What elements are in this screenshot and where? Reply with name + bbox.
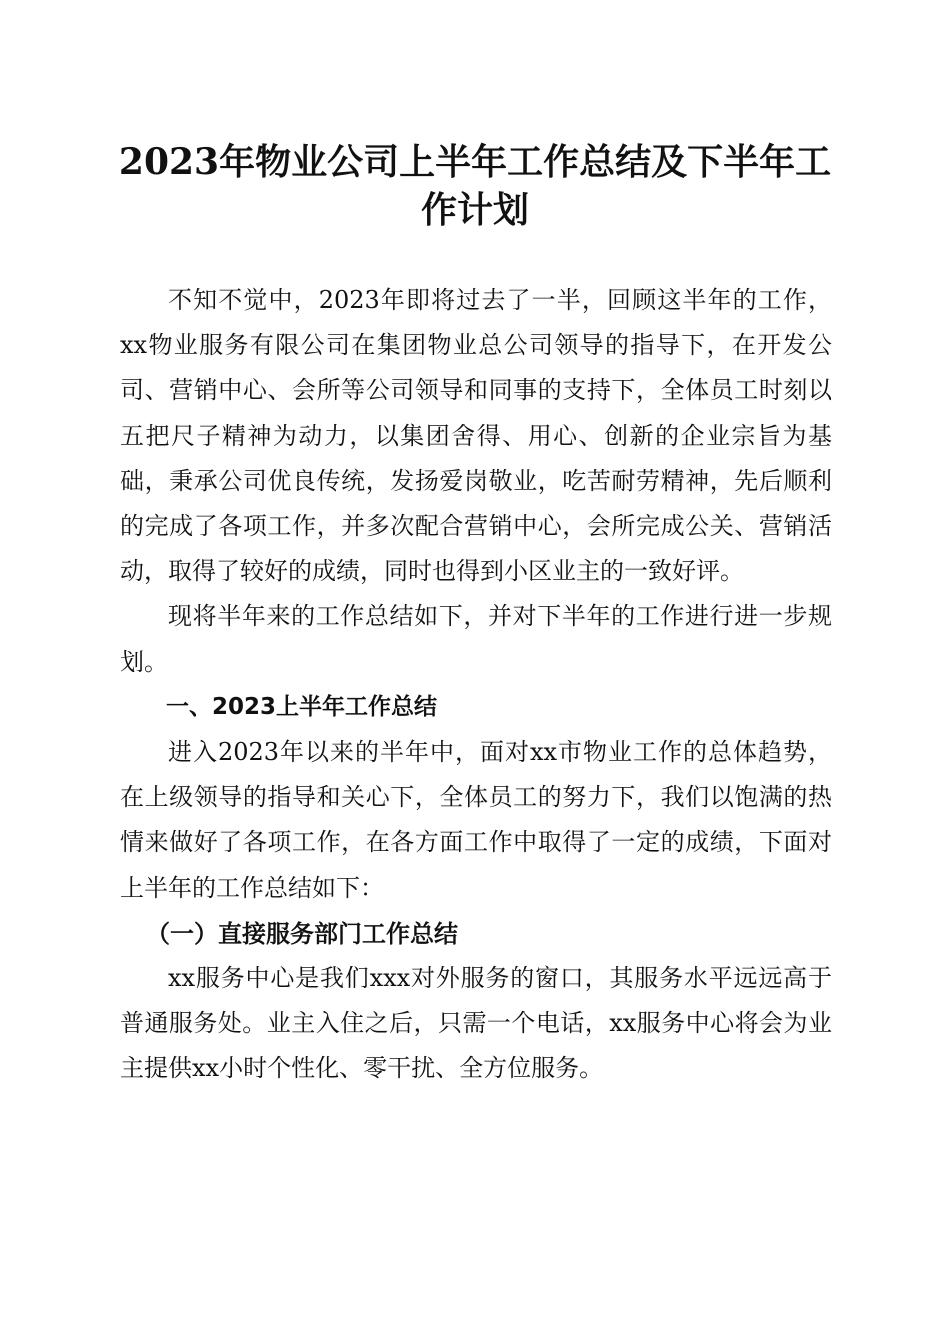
title-line-2: 作计划 [420,189,529,231]
intro-paragraph: 不知不觉中，2023年即将过去了一半，回顾这半年的工作，xx物业服务有限公司在集团物业总公司领导的指导下，在开发公司、营销中心、会所等公司领导和同事的支持下，全体员工时刻以五把尺子精神为动力，以集团舍得、用心、创新的企业宗旨为基础，秉承公司优良传统，发扬爱岗敬业，吃苦耐劳精神，先后顺利的完成了各项工作，并多次配合营销中心，会所完成公关、营销活动，取得了较好的成绩，同时也得到小区业主的一致好评。 [120,286,832,586]
subsection-body-paragraph: xx服务中心是我们xxx对外服务的窗口，其服务水平远远高于普通服务处。业主入住之后，只需一个电话，xx服务中心将会为业主提供xx小时个性化、零干扰、全方位服务。 [120,964,832,1083]
title-line-1: 2023年物业公司上半年工作总结及下半年工 [118,141,832,183]
section-heading: 一、2023上半年工作总结 [166,693,438,720]
section-body-paragraph: 进入2023年以来的半年中，面对xx市物业工作的总体趋势，在上级领导的指导和关心下，全体员工的努力下，我们以饱满的热情来做好了各项工作，在各方面工作中取得了一定的成绩，下面对上半年的工作总结如下： [120,738,832,902]
document-title [100,138,850,234]
document-body [120,278,832,1092]
plan-intro-paragraph: 现将半年来的工作总结如下，并对下半年的工作进行进一步规划。 [120,602,832,676]
subsection-heading: （一）直接服务部门工作总结 [146,918,458,948]
